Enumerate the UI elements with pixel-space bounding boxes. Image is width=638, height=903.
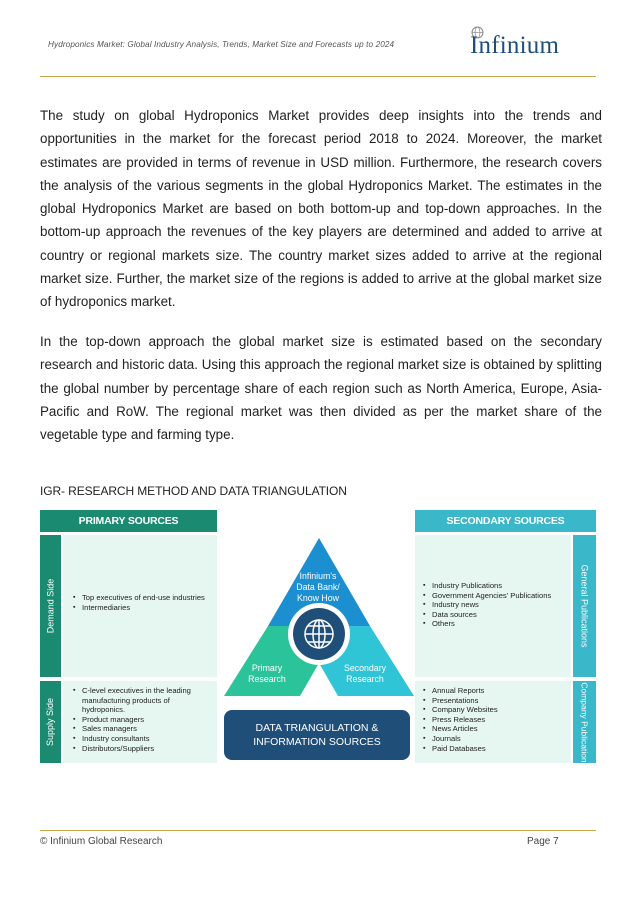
page-number: Page 7 xyxy=(527,836,559,847)
company-publications-panel xyxy=(415,681,571,763)
paragraph-bottom-up: The study on global Hydroponics Market provides deep insights into the trends and opportunities in the market for the forecast period 2018 to 2024. Moreover, the market estimates are provided in terms of revenue in USD million. Furthermore, the research covers the analysis of the various segments in the global Hydroponics Market. The estimates in the global Hydroponics Market are based on both bottom-up and top-down approaches. In the bottom-up approach the revenues of the key players are determined and added to arrive at country or regional markets size. The country market sizes added to arrive at the regional market size. Further, the market size of the regions is added to arrive at the global market size of hydroponics market. xyxy=(40,108,602,310)
list-item: ▪ Distributors/Suppliers xyxy=(73,744,213,754)
list-item: ▪ News Articles xyxy=(423,724,573,734)
list-item: ▪ Journals xyxy=(423,734,573,744)
section-heading: IGR- RESEARCH METHOD AND DATA TRIANGULATION xyxy=(40,484,347,498)
list-item: ▪ Product managers xyxy=(73,715,213,725)
list-item: ▪ Government Agencies' Publications xyxy=(423,591,573,601)
globe-network-icon xyxy=(305,620,333,648)
list-item: ▪ Company Websites xyxy=(423,705,573,715)
company-publications-list xyxy=(423,686,573,753)
general-publications-panel xyxy=(415,535,571,677)
list-item: ▪ Paid Databases xyxy=(423,744,573,754)
list-item: ▪ Presentations xyxy=(423,696,573,706)
supply-side-label: Supply Side xyxy=(40,681,61,763)
demand-side-list xyxy=(73,593,213,612)
list-item: ▪ Industry news xyxy=(423,600,573,610)
general-publications-list xyxy=(423,581,573,629)
paragraph-top-down: In the top-down approach the global market size is estimated based on the secondary research and historic data. Using this approach the regional market size is obtained by splitting the global number by percentage share of each region such as North America, Europe, Asia-Pacific and RoW. The regional market was then divided as per the market share of the vegetable type and farming type. xyxy=(40,334,602,443)
list-item: ▪ Others xyxy=(423,619,573,629)
list-item: ▪ C-level executives in the leading manufacturing products of hydroponics. xyxy=(73,686,213,715)
primary-sources-header: PRIMARY SOURCES xyxy=(40,510,217,532)
list-item: ▪ Industry consultants xyxy=(73,734,213,744)
data-triangulation-box: DATA TRIANGULATION & INFORMATION SOURCES xyxy=(224,710,410,760)
list-item: ▪ Industry Publications xyxy=(423,581,573,591)
header-divider xyxy=(40,76,596,77)
general-publications-label: General Publications xyxy=(573,535,596,677)
supply-side-list xyxy=(73,686,213,753)
list-item: ▪ Annual Reports xyxy=(423,686,573,696)
supply-side-panel xyxy=(63,681,217,763)
logo-text: Infinium xyxy=(470,32,560,59)
demand-side-panel xyxy=(63,535,217,677)
footer-divider xyxy=(40,830,596,831)
primary-research-label: Primary Research xyxy=(248,663,286,684)
list-item: ▪ Sales managers xyxy=(73,724,213,734)
list-item: ▪ Press Releases xyxy=(423,715,573,725)
infinium-logo xyxy=(470,26,590,66)
company-publication-label: Company Publication xyxy=(573,681,596,763)
report-title: Hydroponics Market: Global Industry Analysis, Trends, Market Size and Forecasts up to 2024 xyxy=(48,40,395,49)
knowledge-bank-label: Infinium's Data Bank/ Know How xyxy=(296,571,340,603)
list-item: ▪ Top executives of end-use industries xyxy=(73,593,213,603)
secondary-research-label: Secondary Research xyxy=(343,663,387,684)
secondary-sources-header: SECONDARY SOURCES xyxy=(415,510,596,532)
footer-copyright: © Infinium Global Research xyxy=(40,836,163,847)
demand-side-label: Demand Side xyxy=(40,535,61,677)
list-item: ▪ Intermediaries xyxy=(73,603,213,613)
list-item: ▪ Data sources xyxy=(423,610,573,620)
